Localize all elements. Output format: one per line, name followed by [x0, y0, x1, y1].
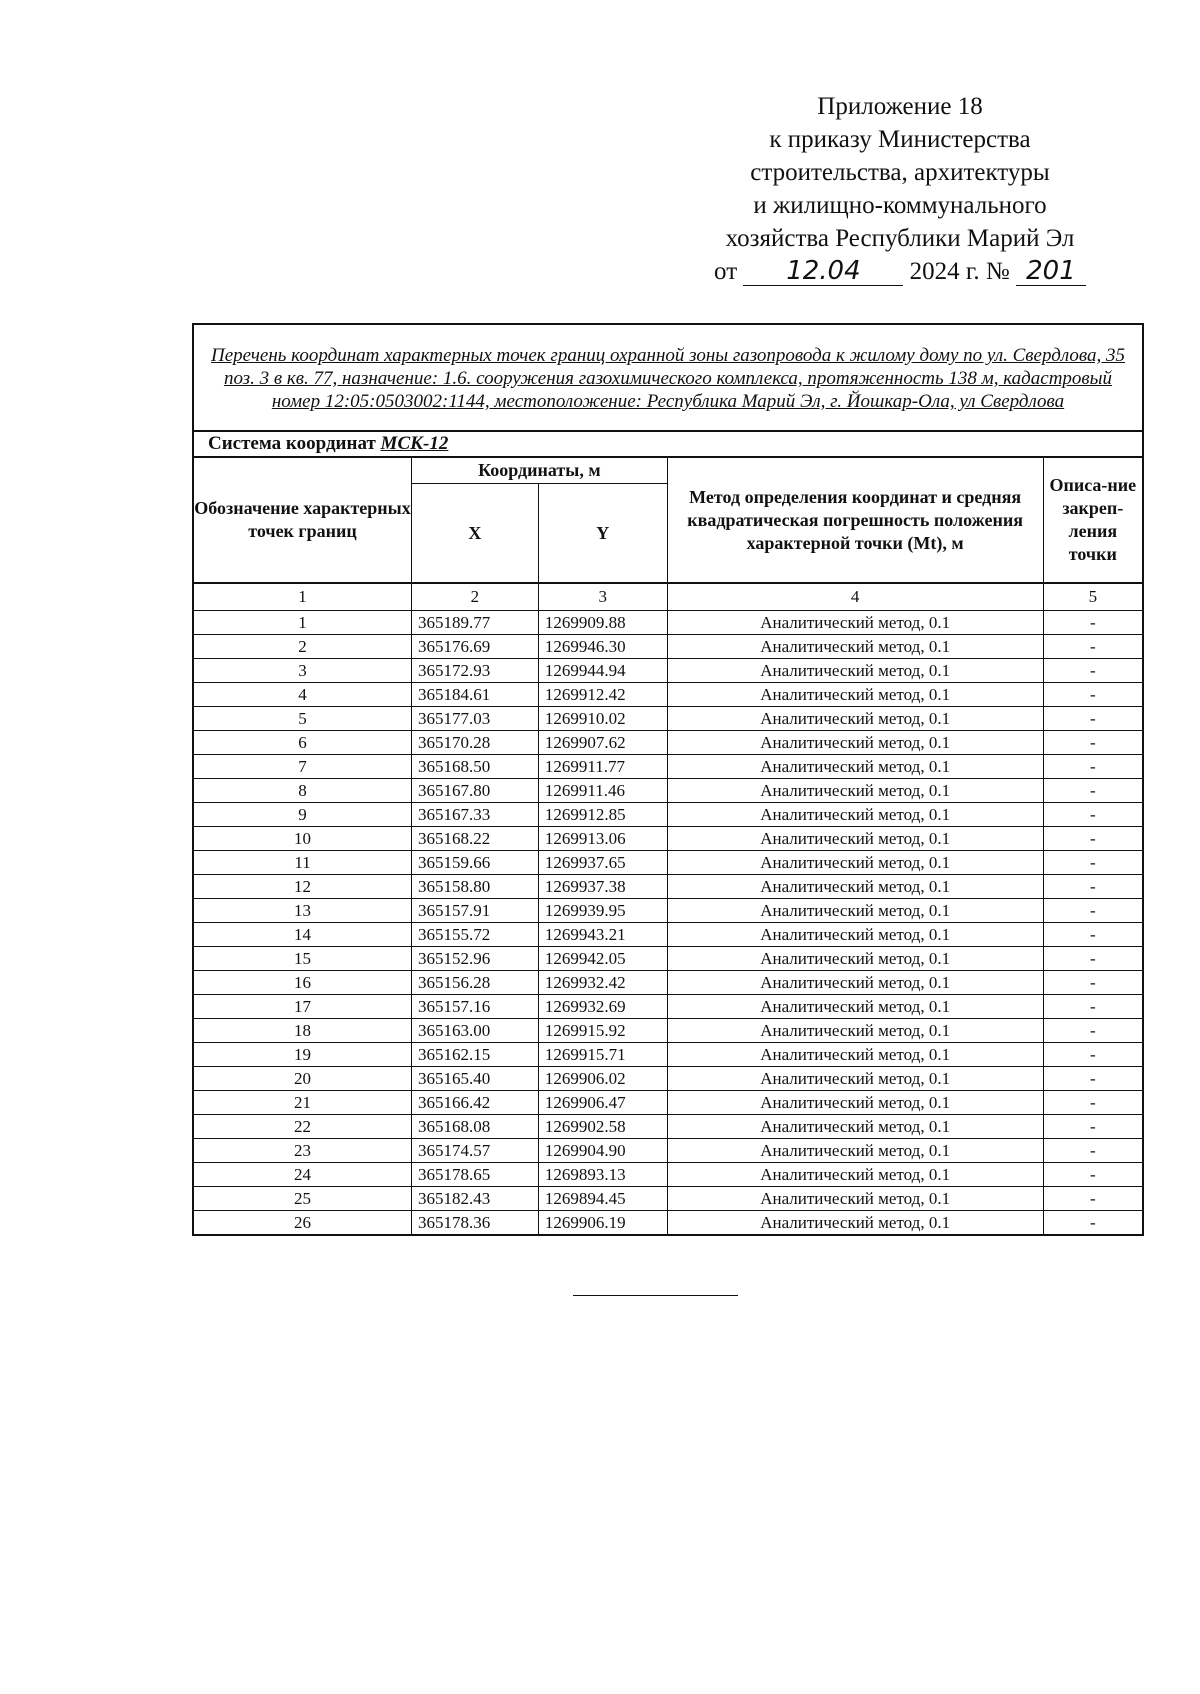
column-number: 3	[538, 583, 667, 611]
point-number: 25	[193, 1187, 412, 1211]
table-row	[193, 827, 1143, 851]
table-row	[193, 1163, 1143, 1187]
y-coordinate: 1269910.02	[538, 707, 667, 731]
y-coordinate: 1269907.62	[538, 731, 667, 755]
description-cell: -	[1043, 755, 1143, 779]
table-row	[193, 755, 1143, 779]
column-number: 4	[667, 583, 1043, 611]
point-number: 2	[193, 635, 412, 659]
description-cell: -	[1043, 1067, 1143, 1091]
table-row	[193, 1019, 1143, 1043]
table-row	[193, 659, 1143, 683]
description-cell: -	[1043, 1139, 1143, 1163]
point-number: 17	[193, 995, 412, 1019]
system-label: Система координат	[208, 433, 376, 454]
description-cell: -	[1043, 995, 1143, 1019]
column-number: 5	[1043, 583, 1143, 611]
point-number: 23	[193, 1139, 412, 1163]
x-coordinate: 365158.80	[412, 875, 539, 899]
table-row	[193, 1043, 1143, 1067]
table-row	[193, 731, 1143, 755]
point-number: 9	[193, 803, 412, 827]
order-date-line	[680, 255, 1120, 288]
description-cell: -	[1043, 923, 1143, 947]
description-cell: -	[1043, 899, 1143, 923]
x-coordinate: 365155.72	[412, 923, 539, 947]
description-cell: -	[1043, 1187, 1143, 1211]
description-cell: -	[1043, 1019, 1143, 1043]
point-number: 26	[193, 1211, 412, 1236]
description-cell: -	[1043, 851, 1143, 875]
y-coordinate: 1269946.30	[538, 635, 667, 659]
y-coordinate: 1269944.94	[538, 659, 667, 683]
table-row	[193, 995, 1143, 1019]
x-coordinate: 365170.28	[412, 731, 539, 755]
point-number: 21	[193, 1091, 412, 1115]
method-cell: Аналитический метод, 0.1	[667, 635, 1043, 659]
header-line: Приложение 18	[817, 93, 983, 120]
description-cell: -	[1043, 1163, 1143, 1187]
method-cell: Аналитический метод, 0.1	[667, 875, 1043, 899]
x-coordinate: 365174.57	[412, 1139, 539, 1163]
y-coordinate: 1269913.06	[538, 827, 667, 851]
y-coordinate: 1269915.71	[538, 1043, 667, 1067]
y-coordinate: 1269909.88	[538, 611, 667, 635]
method-cell: Аналитический метод, 0.1	[667, 1115, 1043, 1139]
table-row	[193, 875, 1143, 899]
y-coordinate: 1269942.05	[538, 947, 667, 971]
description-cell: -	[1043, 779, 1143, 803]
description-cell: -	[1043, 1115, 1143, 1139]
table-row	[193, 803, 1143, 827]
method-cell: Аналитический метод, 0.1	[667, 731, 1043, 755]
method-cell: Аналитический метод, 0.1	[667, 779, 1043, 803]
table-row	[193, 971, 1143, 995]
x-coordinate: 365156.28	[412, 971, 539, 995]
column-number: 1	[193, 583, 412, 611]
point-number: 15	[193, 947, 412, 971]
x-coordinate: 365176.69	[412, 635, 539, 659]
description-cell: -	[1043, 827, 1143, 851]
point-number: 13	[193, 899, 412, 923]
appendix-header	[680, 90, 1120, 288]
method-cell: Аналитический метод, 0.1	[667, 851, 1043, 875]
coordinates-table	[192, 323, 1144, 1236]
table-row	[193, 635, 1143, 659]
table-row	[193, 1067, 1143, 1091]
column-number: 2	[412, 583, 539, 611]
method-cell: Аналитический метод, 0.1	[667, 923, 1043, 947]
point-number: 14	[193, 923, 412, 947]
y-coordinate: 1269932.69	[538, 995, 667, 1019]
description-cell: -	[1043, 635, 1143, 659]
header-line: строительства, архитектуры	[750, 159, 1050, 186]
point-number: 19	[193, 1043, 412, 1067]
table-row	[193, 899, 1143, 923]
table-row	[193, 611, 1143, 635]
table-row	[193, 707, 1143, 731]
header-line: и жилищно-коммунального	[753, 192, 1047, 219]
method-cell: Аналитический метод, 0.1	[667, 1163, 1043, 1187]
point-number: 4	[193, 683, 412, 707]
x-coordinate: 365168.22	[412, 827, 539, 851]
description-cell: -	[1043, 947, 1143, 971]
description-cell: -	[1043, 1091, 1143, 1115]
x-coordinate: 365168.08	[412, 1115, 539, 1139]
method-cell: Аналитический метод, 0.1	[667, 947, 1043, 971]
y-coordinate: 1269902.58	[538, 1115, 667, 1139]
method-cell: Аналитический метод, 0.1	[667, 803, 1043, 827]
method-cell: Аналитический метод, 0.1	[667, 1091, 1043, 1115]
method-cell: Аналитический метод, 0.1	[667, 1043, 1043, 1067]
header-line: хозяйства Республики Марий Эл	[725, 225, 1075, 252]
y-coordinate: 1269937.65	[538, 851, 667, 875]
x-coordinate: 365163.00	[412, 1019, 539, 1043]
table-title: Перечень координат характерных точек границ охранной зоны газопровода к жилому дому по ул. Свердлова, 35 поз. 3 в кв. 77, назначение: 1.6. сооружения газохимического комплекса, протяженность 138 м, кадастровый номер 12:05:0503002:1144, местоположение: Республика Марий Эл, г. Йошкар-Ола, ул Свердлова	[193, 324, 1143, 431]
x-coordinate: 365184.61	[412, 683, 539, 707]
x-coordinate: 365157.91	[412, 899, 539, 923]
y-coordinate: 1269894.45	[538, 1187, 667, 1211]
x-coordinate: 365177.03	[412, 707, 539, 731]
point-number: 1	[193, 611, 412, 635]
year-text: 2024 г. №	[909, 258, 1010, 285]
description-cell: -	[1043, 1043, 1143, 1067]
method-cell: Аналитический метод, 0.1	[667, 755, 1043, 779]
method-cell: Аналитический метод, 0.1	[667, 995, 1043, 1019]
method-cell: Аналитический метод, 0.1	[667, 1187, 1043, 1211]
x-coordinate: 365172.93	[412, 659, 539, 683]
x-coordinate: 365189.77	[412, 611, 539, 635]
col-method-header: Метод определения координат и средняя квадратическая погрешность положения характерной точки (Mt), м	[667, 457, 1043, 583]
x-coordinate: 365178.36	[412, 1211, 539, 1236]
table-row	[193, 947, 1143, 971]
y-coordinate: 1269939.95	[538, 899, 667, 923]
description-cell: -	[1043, 611, 1143, 635]
col-x-header: X	[412, 484, 539, 584]
point-number: 18	[193, 1019, 412, 1043]
col-desc-header: Описа-ние закреп-ления точки	[1043, 457, 1143, 583]
description-cell: -	[1043, 659, 1143, 683]
point-number: 10	[193, 827, 412, 851]
method-cell: Аналитический метод, 0.1	[667, 1139, 1043, 1163]
method-cell: Аналитический метод, 0.1	[667, 707, 1043, 731]
table-row	[193, 683, 1143, 707]
y-coordinate: 1269906.19	[538, 1211, 667, 1236]
table-row	[193, 851, 1143, 875]
x-coordinate: 365178.65	[412, 1163, 539, 1187]
table-body	[193, 611, 1143, 1236]
table-row	[193, 779, 1143, 803]
point-number: 3	[193, 659, 412, 683]
method-cell: Аналитический метод, 0.1	[667, 1067, 1043, 1091]
y-coordinate: 1269912.42	[538, 683, 667, 707]
point-number: 5	[193, 707, 412, 731]
point-number: 6	[193, 731, 412, 755]
point-number: 11	[193, 851, 412, 875]
date-prefix: от	[714, 258, 738, 285]
x-coordinate: 365162.15	[412, 1043, 539, 1067]
table-row	[193, 1091, 1143, 1115]
y-coordinate: 1269906.02	[538, 1067, 667, 1091]
y-coordinate: 1269893.13	[538, 1163, 667, 1187]
method-cell: Аналитический метод, 0.1	[667, 827, 1043, 851]
description-cell: -	[1043, 803, 1143, 827]
coordinate-system	[193, 431, 1143, 457]
col-point-header: Обозначение характерных точек границ	[193, 457, 412, 583]
point-number: 7	[193, 755, 412, 779]
description-cell: -	[1043, 875, 1143, 899]
method-cell: Аналитический метод, 0.1	[667, 611, 1043, 635]
y-coordinate: 1269932.42	[538, 971, 667, 995]
method-cell: Аналитический метод, 0.1	[667, 899, 1043, 923]
table-row	[193, 1187, 1143, 1211]
y-coordinate: 1269904.90	[538, 1139, 667, 1163]
table-row	[193, 1139, 1143, 1163]
description-cell: -	[1043, 1211, 1143, 1236]
y-coordinate: 1269937.38	[538, 875, 667, 899]
method-cell: Аналитический метод, 0.1	[667, 659, 1043, 683]
y-coordinate: 1269943.21	[538, 923, 667, 947]
point-number: 24	[193, 1163, 412, 1187]
handwritten-order-number: 201	[1016, 257, 1086, 286]
description-cell: -	[1043, 731, 1143, 755]
y-coordinate: 1269906.47	[538, 1091, 667, 1115]
point-number: 20	[193, 1067, 412, 1091]
y-coordinate: 1269915.92	[538, 1019, 667, 1043]
method-cell: Аналитический метод, 0.1	[667, 971, 1043, 995]
x-coordinate: 365167.33	[412, 803, 539, 827]
method-cell: Аналитический метод, 0.1	[667, 1211, 1043, 1236]
table-row	[193, 923, 1143, 947]
point-number: 12	[193, 875, 412, 899]
col-coords-header: Координаты, м	[412, 457, 668, 484]
description-cell: -	[1043, 683, 1143, 707]
x-coordinate: 365168.50	[412, 755, 539, 779]
col-y-header: Y	[538, 484, 667, 584]
closing-rule	[573, 1295, 738, 1296]
description-cell: -	[1043, 971, 1143, 995]
header-line: к приказу Министерства	[769, 126, 1031, 153]
x-coordinate: 365159.66	[412, 851, 539, 875]
y-coordinate: 1269911.46	[538, 779, 667, 803]
point-number: 22	[193, 1115, 412, 1139]
y-coordinate: 1269912.85	[538, 803, 667, 827]
x-coordinate: 365167.80	[412, 779, 539, 803]
x-coordinate: 365157.16	[412, 995, 539, 1019]
system-name: МСК-12	[380, 433, 449, 454]
handwritten-date: 12.04	[743, 257, 903, 286]
x-coordinate: 365165.40	[412, 1067, 539, 1091]
x-coordinate: 365166.42	[412, 1091, 539, 1115]
column-numbers-row	[193, 583, 1143, 611]
x-coordinate: 365152.96	[412, 947, 539, 971]
point-number: 16	[193, 971, 412, 995]
table-row	[193, 1211, 1143, 1236]
description-cell: -	[1043, 707, 1143, 731]
y-coordinate: 1269911.77	[538, 755, 667, 779]
x-coordinate: 365182.43	[412, 1187, 539, 1211]
point-number: 8	[193, 779, 412, 803]
table-row	[193, 1115, 1143, 1139]
method-cell: Аналитический метод, 0.1	[667, 1019, 1043, 1043]
method-cell: Аналитический метод, 0.1	[667, 683, 1043, 707]
